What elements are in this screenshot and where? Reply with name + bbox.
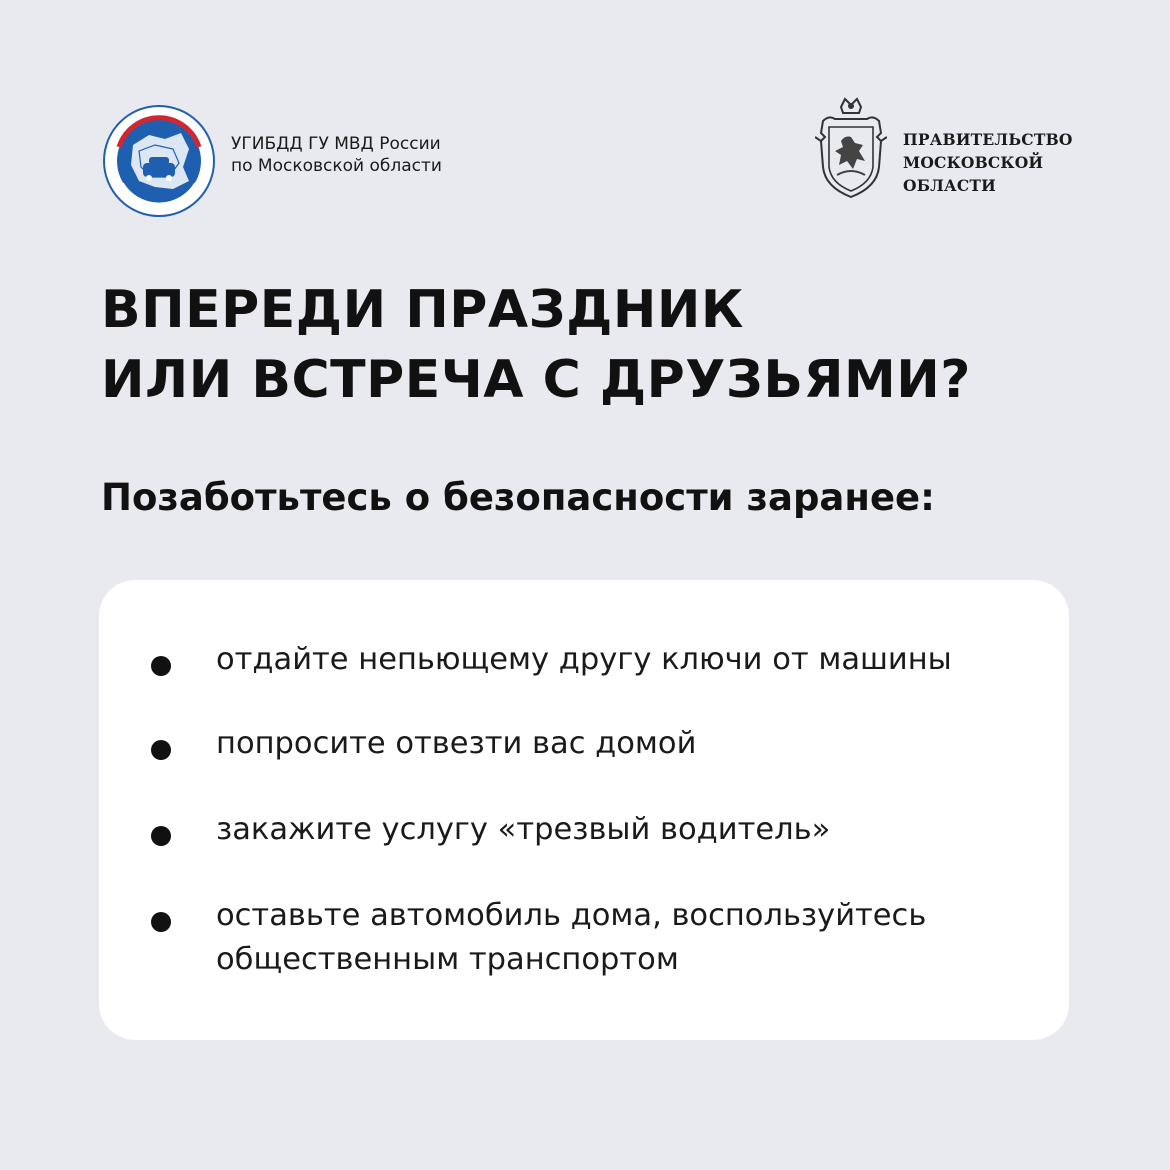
tips-card (99, 580, 1069, 1040)
page-title-line2: ИЛИ ВСТРЕЧА С ДРУЗЬЯМИ? (101, 350, 971, 410)
government-caption-line1: ПРАВИТЕЛЬСТВО (903, 130, 1073, 149)
header (0, 0, 1170, 230)
tip-text: оставьте автомобиль дома, воспользуйтесь общественным транспортом (216, 898, 927, 977)
bullet-icon (151, 912, 171, 932)
moscow-region-coat-of-arms-icon (815, 97, 887, 201)
government-caption (903, 128, 1073, 197)
tip-text: закажите услугу «трезвый водитель» (216, 812, 831, 847)
gibdd-caption (231, 133, 442, 177)
bullet-icon (151, 656, 171, 676)
gibdd-caption-line2: по Московской области (231, 156, 442, 176)
subtitle: Позаботьтесь о безопасности заранее: (101, 476, 935, 519)
government-caption-line2: МОСКОВСКОЙ (903, 153, 1044, 172)
page-title (101, 275, 971, 415)
gibdd-emblem-icon (103, 105, 215, 217)
bullet-icon (151, 740, 171, 760)
tip-text: отдайте непьющему другу ключи от машины (216, 642, 952, 677)
page-title-line1: ВПЕРЕДИ ПРАЗДНИК (101, 280, 744, 340)
gibdd-caption-line1: УГИБДД ГУ МВД России (231, 134, 441, 154)
government-caption-line3: ОБЛАСТИ (903, 176, 996, 195)
bullet-icon (151, 826, 171, 846)
tip-text: попросите отвезти вас домой (216, 726, 697, 761)
